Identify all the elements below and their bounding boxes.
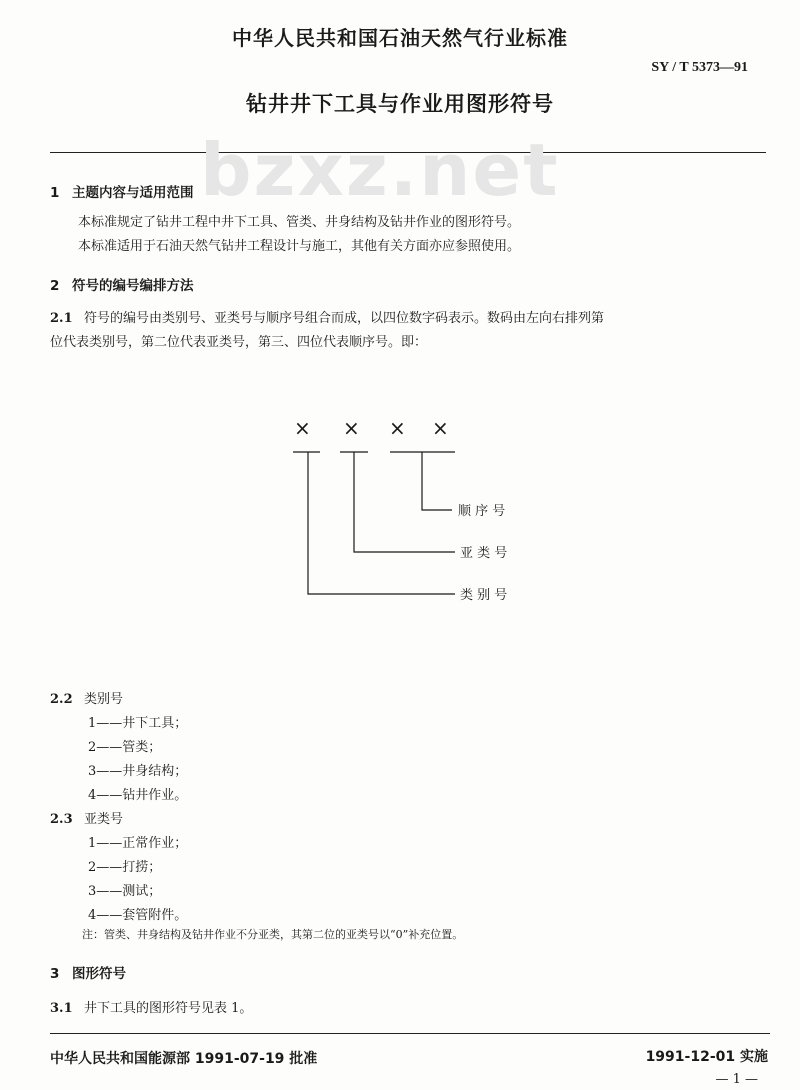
document-title: 钻井井下工具与作业用图形符号 <box>246 92 554 116</box>
section-number: 3 <box>50 966 60 982</box>
digit-mark-3: × <box>389 416 406 440</box>
effective-date: 1991-12-01 实施 <box>645 1049 768 1065</box>
clause-number: 2.1 <box>50 311 73 326</box>
clause-number: 2.3 <box>50 812 73 827</box>
list-item: 2——打捞； <box>88 860 162 875</box>
page-number: — 1 — <box>715 1072 758 1087</box>
label-sequence-number: 顺 序 号 <box>458 504 506 519</box>
list-item: 1——井下工具； <box>88 716 188 731</box>
digit-mark-1: × <box>294 416 311 440</box>
section-1-paragraph-1: 本标准规定了钻井工程中井下工具、管类、井身结构及钻井作业的图形符号。 <box>78 215 521 230</box>
standard-code: SY / T 5373—91 <box>651 60 748 75</box>
note-text: 注：管类、井身结构及钻井作业不分亚类，其第二位的亚类号以“0”补充位置。 <box>82 928 464 941</box>
clause-text: 井下工具的图形符号见表 1。 <box>84 1001 253 1016</box>
clause-3-1 <box>50 997 252 1016</box>
clause-2-2-heading <box>50 688 123 707</box>
clause-text: 符号的编号由类别号、亚类号与顺序号组合而成，以四位数字码表示。数码由左向右排列第 <box>84 311 605 326</box>
section-1-paragraph-2: 本标准适用于石油天然气钻井工程设计与施工，其他有关方面亦应参照使用。 <box>78 239 521 254</box>
list-item: 4——套管附件。 <box>88 908 188 923</box>
list-item: 2——管类； <box>88 740 162 755</box>
section-3-heading <box>50 962 126 982</box>
label-subcategory-number: 亚 类 号 <box>460 546 508 561</box>
clause-2-3-heading <box>50 808 123 827</box>
digit-mark-4: × <box>432 416 449 440</box>
digit-mark-2: × <box>343 416 360 440</box>
section-number: 2 <box>50 278 60 294</box>
list-item: 1——正常作业； <box>88 836 188 851</box>
footer-rule <box>50 1033 770 1034</box>
leader-category <box>308 452 455 594</box>
clause-number: 2.2 <box>50 692 73 707</box>
clause-2-1-line-2: 位代表类别号，第二位代表亚类号，第三、四位代表顺序号。即： <box>50 335 428 350</box>
leader-sequence <box>422 452 452 510</box>
section-title: 图形符号 <box>72 966 126 982</box>
list-item: 3——井身结构； <box>88 764 188 779</box>
section-title: 符号的编号编排方法 <box>72 278 194 294</box>
list-item: 3——测试； <box>88 884 162 899</box>
label-category-number: 类 别 号 <box>460 588 508 603</box>
standard-org-title: 中华人民共和国石油天然气行业标准 <box>232 26 568 50</box>
section-title: 主题内容与适用范围 <box>72 185 194 201</box>
section-number: 1 <box>50 185 60 201</box>
clause-number: 3.1 <box>50 1001 73 1016</box>
clause-title: 类别号 <box>84 692 124 707</box>
list-item: 4——钻井作业。 <box>88 788 188 803</box>
clause-title: 亚类号 <box>84 812 124 827</box>
approval-note: 中华人民共和国能源部 1991-07-19 批准 <box>50 1051 318 1067</box>
watermark-text: bzxz.net <box>200 128 560 212</box>
leader-subcategory <box>354 452 455 552</box>
